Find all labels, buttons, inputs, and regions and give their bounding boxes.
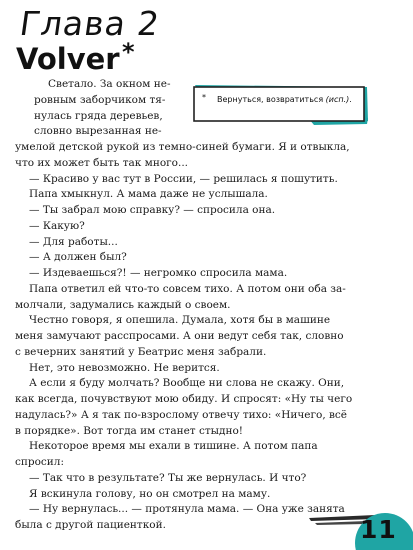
text-line: нулась гряда деревьев, xyxy=(34,109,163,122)
text-line: Нет, это невозможно. Не верится. xyxy=(29,361,220,374)
footnote-marker: * xyxy=(202,93,206,102)
text-line: молчали, задумались каждый о своем. xyxy=(15,298,231,311)
text-line: — Красиво у вас тут в России, — решилась я пошутить. xyxy=(29,172,338,185)
text-line: Честно говоря, я опешила. Думала, хотя бы в машине xyxy=(29,314,331,327)
text-line: — Какую? xyxy=(29,219,85,232)
text-line: словно вырезанная не- xyxy=(34,125,162,138)
text-line: умелой детской рукой из темно-синей бумаги. Я и отвыкла, xyxy=(15,141,350,153)
text-line: Я вскинула голову, но он смотрел на маму. xyxy=(29,487,271,500)
text-line: меня замучают расспросами. А они ведут себя так, словно xyxy=(15,330,344,342)
text-line: — Издеваешься?! — негромко спросила мама. xyxy=(29,267,288,279)
chapter-title-marker: * xyxy=(122,38,135,66)
text-line: что их может быть так много... xyxy=(15,156,189,169)
text-line: Папа хмыкнул. А мама даже не услышала. xyxy=(29,188,268,201)
text-line: Некоторое время мы ехали в тишине. А потом папа xyxy=(29,440,318,453)
text-line: — А должен был? xyxy=(29,251,127,264)
page-number: 11 xyxy=(360,515,397,544)
text-line: спросил: xyxy=(15,456,65,468)
body-text xyxy=(15,77,370,534)
text-line: — Так что в результате? Ты же вернулась. И что? xyxy=(29,471,307,484)
text-line: Светало. За окном не- xyxy=(48,78,171,90)
text-line: — Ты забрал мою справку? — спросила она. xyxy=(29,204,276,216)
text-line: Папа ответил ей что-то совсем тихо. А потом они оба за- xyxy=(29,282,346,295)
footnote-text-italic: (исп.) xyxy=(325,95,350,104)
chapter-label: Глава 2 xyxy=(17,4,163,43)
text-line: с вечерних занятий у Беатрис меня забрали. xyxy=(15,345,267,358)
footnote-text-end: . xyxy=(349,95,352,104)
text-line: как всегда, почувствуют мою обиду. И спросят: «Ну ты чего xyxy=(15,393,353,405)
page-number-decoration xyxy=(305,505,413,550)
text-line: в порядке». Вот тогда им станет стыдно! xyxy=(15,424,243,437)
text-line: была с другой пациенткой. xyxy=(15,519,166,531)
chapter-title: Volver xyxy=(16,42,120,76)
text-line: ровным заборчиком тя- xyxy=(34,93,166,106)
text-line: — Для работы... xyxy=(29,235,118,248)
text-line: — Ну вернулась... — протянула мама. — Она уже занята xyxy=(29,503,345,516)
text-line: А если я буду молчать? Вообще ни слова не скажу. Они, xyxy=(29,377,345,390)
footnote-text-plain: Вернуться, возвратиться xyxy=(217,95,326,104)
text-line: надулась?» А я так по-взрослому отвечу тихо: «Ничего, всё xyxy=(15,408,348,421)
